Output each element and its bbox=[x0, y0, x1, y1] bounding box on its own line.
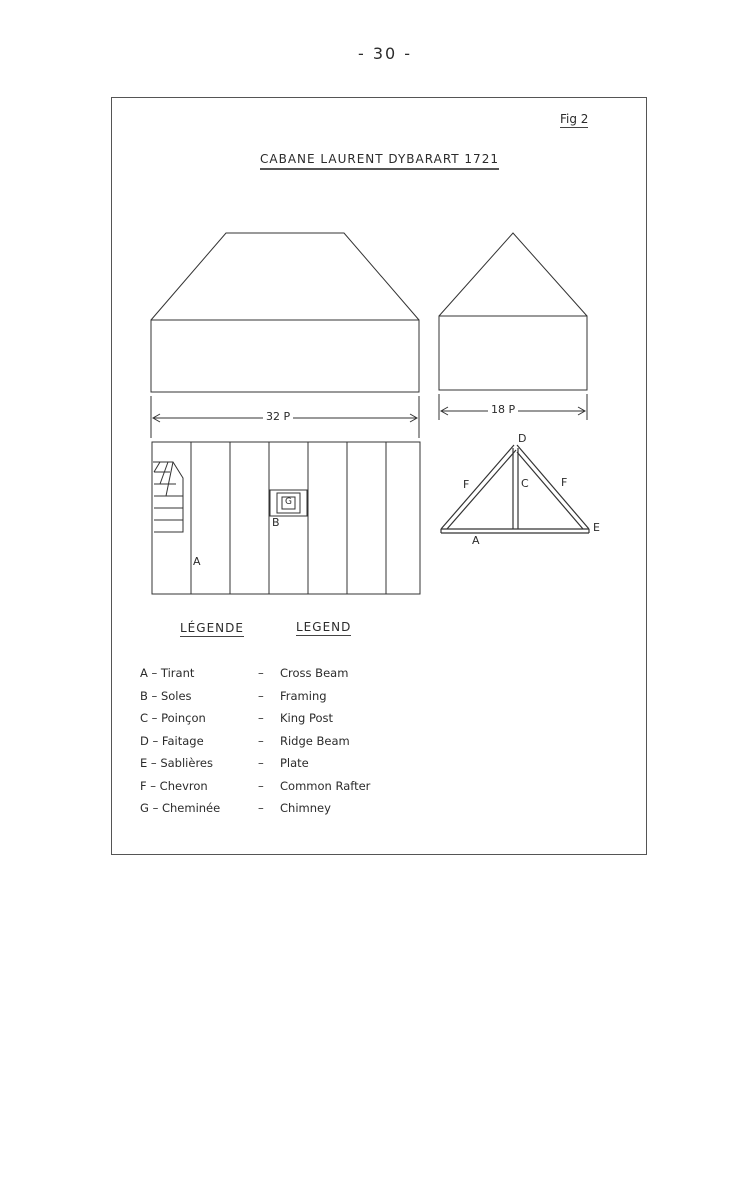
legend-heading-en: LEGEND bbox=[296, 620, 352, 634]
legend-term-fr: B – Soles bbox=[140, 688, 192, 703]
legend-term-fr: A – Tirant bbox=[140, 666, 195, 680]
legend-term-fr: G – Cheminée bbox=[140, 801, 221, 815]
legend-dash: – bbox=[258, 733, 264, 748]
side-elevation-roof bbox=[151, 233, 419, 320]
legend-term-en: Cross Beam bbox=[280, 666, 349, 680]
end-elevation-wall bbox=[439, 316, 587, 390]
end-elevation bbox=[439, 233, 587, 390]
page-number: - 30 - bbox=[357, 44, 413, 63]
truss-label-c: C bbox=[521, 477, 529, 490]
legend-term-fr: E – Sablières bbox=[140, 756, 213, 770]
truss-label-d: D bbox=[518, 432, 527, 445]
legend-term-en: King Post bbox=[280, 711, 334, 725]
plan-label-g: G bbox=[285, 497, 292, 507]
legend-term-en: Plate bbox=[280, 756, 309, 770]
legend-dash: – bbox=[258, 801, 264, 815]
legend-dash: – bbox=[258, 711, 264, 725]
truss-label-f-right: F bbox=[561, 476, 568, 489]
floor-plan-outline bbox=[152, 442, 420, 594]
figure-label: Fig 2 bbox=[560, 112, 589, 126]
legend-dash: – bbox=[258, 688, 264, 703]
legend-term-fr: F – Chevron bbox=[140, 778, 208, 793]
plan-label-b: B bbox=[272, 516, 280, 529]
side-elevation-wall bbox=[151, 320, 419, 392]
legend-term-fr: D – Faitage bbox=[140, 733, 204, 748]
figure-title: CABANE LAURENT DYBARART 1721 bbox=[260, 152, 499, 170]
plan-label-a: A bbox=[193, 555, 201, 568]
truss-label-e: E bbox=[593, 521, 600, 534]
side-elevation bbox=[151, 233, 419, 392]
staircase bbox=[153, 462, 183, 532]
legend-term-en: Ridge Beam bbox=[280, 733, 350, 748]
truss-label-f-left: F bbox=[463, 478, 470, 491]
truss-label-a: A bbox=[472, 534, 480, 547]
legend-dash: – bbox=[258, 666, 264, 680]
legend-term-en: Chimney bbox=[280, 801, 331, 815]
end-elevation-roof bbox=[439, 233, 587, 316]
legend-term-en: Common Rafter bbox=[280, 778, 371, 793]
legend-term-en: Framing bbox=[280, 688, 327, 703]
legend-term-fr: C – Poinçon bbox=[140, 711, 206, 725]
legend-heading-fr: LÉGENDE bbox=[180, 621, 244, 635]
floor-plan bbox=[152, 442, 420, 594]
legend-dash: – bbox=[258, 778, 264, 793]
legend-dash: – bbox=[258, 756, 264, 770]
width-dimension-label: 18 P bbox=[488, 403, 518, 416]
length-dimension-label: 32 P bbox=[263, 410, 293, 423]
truss-left-rafter bbox=[441, 445, 514, 529]
